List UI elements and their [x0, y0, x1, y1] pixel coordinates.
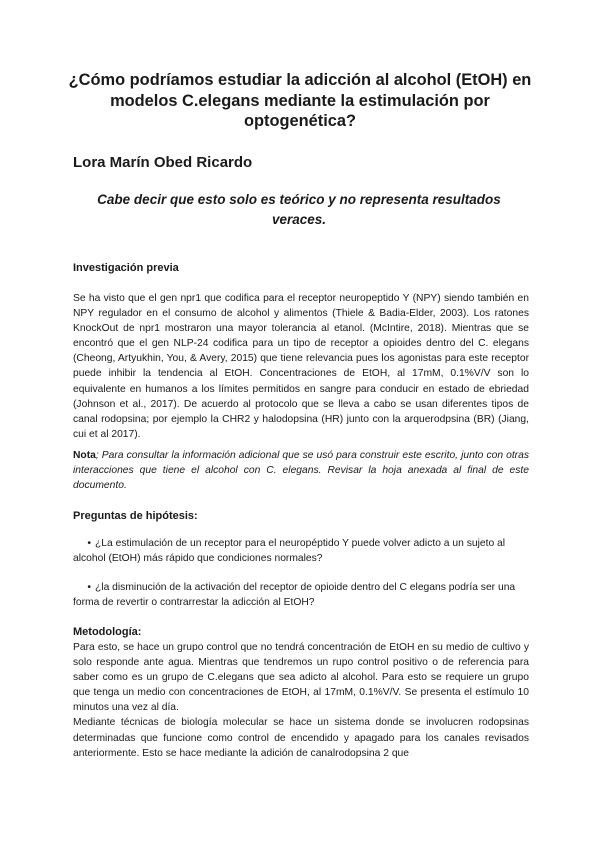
question-text: ¿La estimulación de un receptor para el neuropéptido Y puede volver adicto a un sujeto al alcohol (EtOH) más rápido que condiciones normales? [73, 538, 506, 565]
metodologia-paragraph-1: Para esto, se hace un grupo control que no tendrá concentración de EtOH en su medio de cultivo y solo responde ante agua. Mientras que tendremos un rupo control positivo o de referencia para saber como es un grupo de C.elegans que sea adicto al alcohol. Para esto se requiere un grupo que tenga un medio con concentraciones de EtOH, al 17mM, 0.1%V/V. Se presenta el estímulo 10 minutos una vez al día. [73, 642, 529, 714]
metodologia-body [73, 640, 529, 761]
question-text: ¿la disminución de la activación del receptor de opioide dentro del C elegans podría ser una forma de revertir o contrarrestar la adicción al EtOH? [73, 582, 516, 609]
bullet-icon: • [87, 582, 91, 593]
document-title: ¿Cómo podríamos estudiar la adicción al alcohol (EtOH) en modelos C.elegans mediante la estimulación por optogenética? [68, 71, 532, 130]
disclaimer: Cabe decir que esto solo es teórico y no representa resultados veraces. [97, 192, 501, 227]
preguntas-list-2 [73, 580, 529, 610]
note-text: ; Para consultar la información adicional que se usó para construir este escrito, junto con otras interacciones que tiene el alcohol con C. elegans. Revisar la hoja anexada al final de este documento. [73, 450, 529, 492]
metodologia-paragraph-2: Mediante técnicas de biología molecular se hace un sistema donde se involucren rodopsinas determinadas que funcione como control de encendido y apagado para los canales revisados anteriormente. Esto se hace mediante la adición de canalrodopsina 2 que [73, 717, 529, 759]
section-heading-preguntas: Preguntas de hipótesis: [73, 510, 198, 522]
investigacion-body [73, 291, 529, 442]
section-investigacion [73, 262, 529, 274]
bullet-icon: • [87, 538, 91, 549]
note-paragraph [73, 448, 529, 493]
note-block [73, 448, 529, 493]
list-item [73, 580, 529, 610]
note-label: Nota [73, 450, 96, 461]
investigacion-paragraph: Se ha visto que el gen npr1 que codifica para el receptor neuropeptido Y (NPY) siendo también en NPY regulador en el consumo de alcohol y alimentos (Thiele & Badia-Elder, 2003). Los ratones KnockOut de npr1 mostraron una mayor tolerancia al etanol. (McIntire, 2018). Mientras que se encontró que el gen NLP-24 codifica para un tipo de receptor a opioides dentro del C. elegans (Cheong, Artyukhin, You, & Avery, 2015) que tiene relevancia pues los agonistas para este receptor puede inhibir la tendencia al EtOH. Concentraciones de EtOH, al 17mM, 0.1%V/V son lo equivalente en humanos a los límites permitidos en sangre para conducir en estado de ebriedad (Johnson et al., 2017). De acuerdo al protocolo que se lleva a cabo se usan diferentes tipos de canal rodopsina; por ejemplo la CHR2 y halodopsina (HR) junto con la arquerodpsina (BR) (Jiang, cui et al 2017). [73, 293, 529, 440]
author-name: Lora Marín Obed Ricardo [73, 154, 253, 171]
list-item [73, 536, 529, 566]
section-heading-metodologia: Metodología: [73, 626, 142, 638]
preguntas-list [73, 536, 529, 566]
section-heading-investigacion: Investigación previa [73, 262, 179, 274]
section-preguntas [73, 510, 529, 522]
section-metodologia [73, 626, 529, 638]
